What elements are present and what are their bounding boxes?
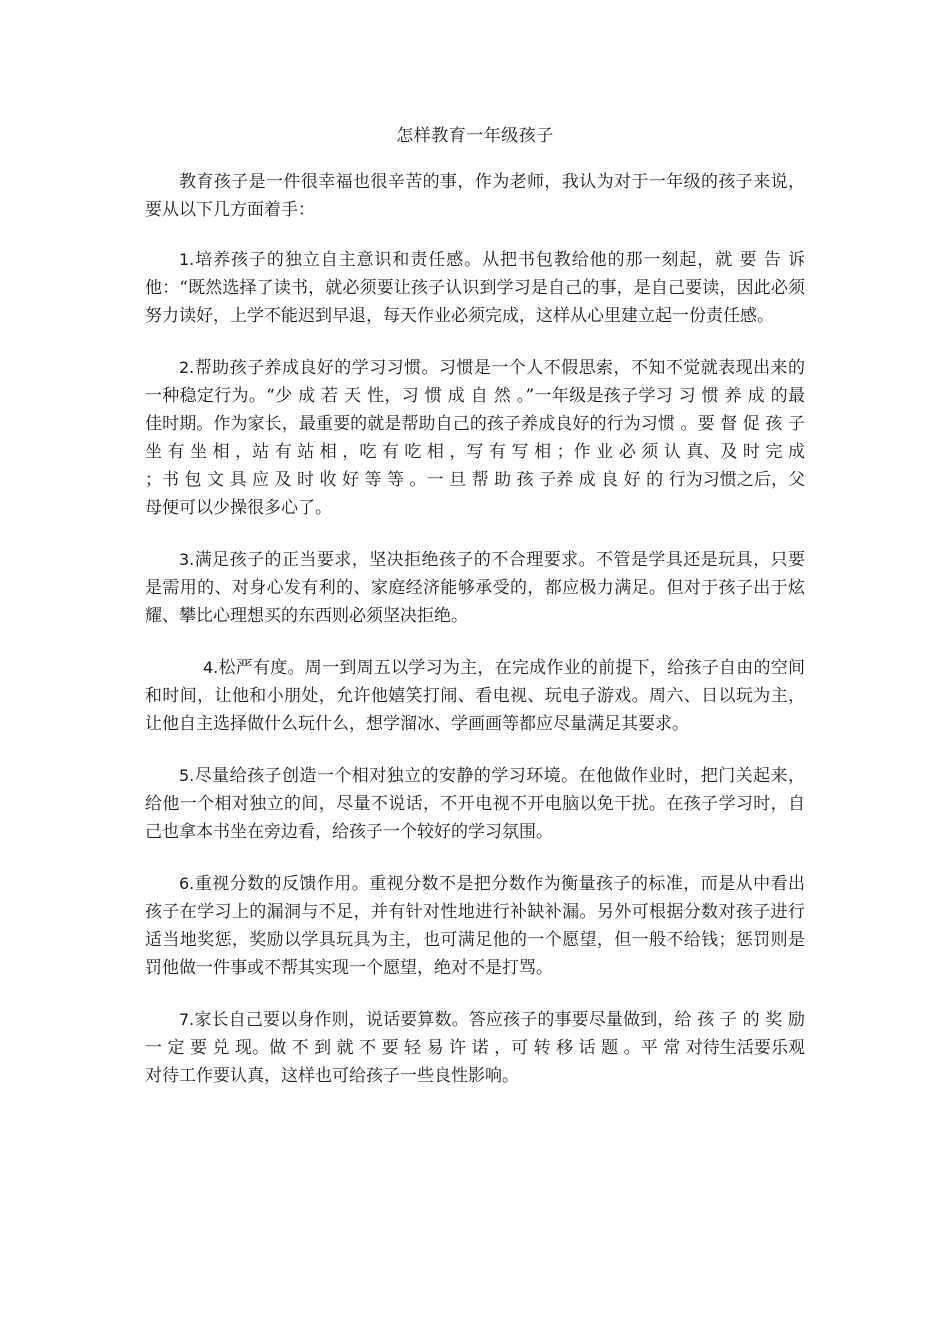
item-number: 6. — [179, 874, 195, 893]
item-text: 家长自己要以身作则，说话要算数。答应孩子的事要尽量做到，给 孩 子 的 奖 励一 定 要 兑 现。做 不 到 就 不 要 轻 易 许 诺 ，可 转 移 话 题 。平 常 对待生活要乐观对待工作要认真，这样也可给孩子一些良性影响。 — [145, 1010, 805, 1086]
item-number: 7. — [179, 1010, 195, 1029]
item-text: 满足孩子的正当要求，坚决拒绝孩子的不合理要求。不管是学具还是玩具，只要是需用的、对身心发有利的、家庭经济能够承受的，都应极力满足。但对于孩子出于炫耀、攀比心理想买的东西则必须坚决拒绝。 — [145, 550, 805, 626]
item-number: 1. — [179, 250, 195, 269]
document-title: 怎样教育一年级孩子 — [396, 126, 554, 146]
item-paragraph-3 — [145, 546, 805, 630]
item-number: 5. — [179, 766, 195, 785]
item-paragraph-5 — [145, 762, 805, 846]
item-number: 3. — [179, 550, 195, 569]
item-text: 松严有度。周一到周五以学习为主，在完成作业的前提下，给孩子自由的空间和时间，让他和小朋处，允许他嬉笑打闹、看电视、玩电子游戏。周六、日以玩为主，让他自主选择做什么玩什么，想学溜冰、学画画等都应尽量满足其要求。 — [145, 658, 805, 734]
item-paragraph-7 — [145, 1006, 805, 1090]
item-paragraph-1 — [145, 246, 805, 330]
document-body — [145, 168, 805, 1114]
item-text: 重视分数的反馈作用。重视分数不是把分数作为衡量孩子的标准，而是从中看出孩子在学习上的漏洞与不足，并有针对性地进行补缺补漏。另外可根据分数对孩子进行适当地奖惩，奖励以学具玩具为主，也可满足他的一个愿望，但一般不给钱；惩罚则是罚他做一件事或不帮其实现一个愿望，绝对不是打骂。 — [145, 874, 805, 978]
item-paragraph-4 — [145, 654, 805, 738]
item-text: 培养孩子的独立自主意识和责任感。从把书包教给他的那一刻起，就 要 告 诉 他：“既然选择了读书，就必须要让孩子认识到学习是自己的事，是自己要读，因此必须努力读好，上学不能迟到早退，每天作业必须完成，这样从心里建立起一份责任感。 — [145, 250, 805, 326]
item-number: 2. — [179, 358, 195, 377]
item-number: 4. — [203, 658, 219, 677]
item-paragraph-6 — [145, 870, 805, 982]
item-paragraph-2 — [145, 354, 805, 522]
item-text: 帮助孩子养成良好的学习习惯。习惯是一个人不假思索，不知不觉就表现出来的一种稳定行为。“少 成 若 天 性，习 惯 成 自 然 。”一年级是孩子学习 习 惯 养 成 的最佳时期。作为家长，最重要的就是帮助自己的孩子养成良好的行为习惯 。要 督 促 孩 子 坐 有 坐 相 ，站 有 站 相 ，吃 有 吃 相 ，写 有 写 相 ；作 业 必 须 认 真、及 时 完 成 ；书 包 文 具 应 及 时 收 好 等 等 。一 旦 帮 助 孩 子养 成 良 好 的 行为习惯之后，父母便可以少操很多心了。 — [145, 358, 805, 518]
intro-paragraph: 教育孩子是一件很幸福也很辛苦的事，作为老师，我认为对于一年级的孩子来说，要从以下几方面着手： — [145, 172, 805, 220]
item-text: 尽量给孩子创造一个相对独立的安静的学习环境。在他做作业时，把门关起来，给他一个相对独立的间，尽量不说话，不开电视不开电脑以免干扰。在孩子学习时，自己也拿本书坐在旁边看，给孩子一个较好的学习氛围。 — [145, 766, 805, 842]
